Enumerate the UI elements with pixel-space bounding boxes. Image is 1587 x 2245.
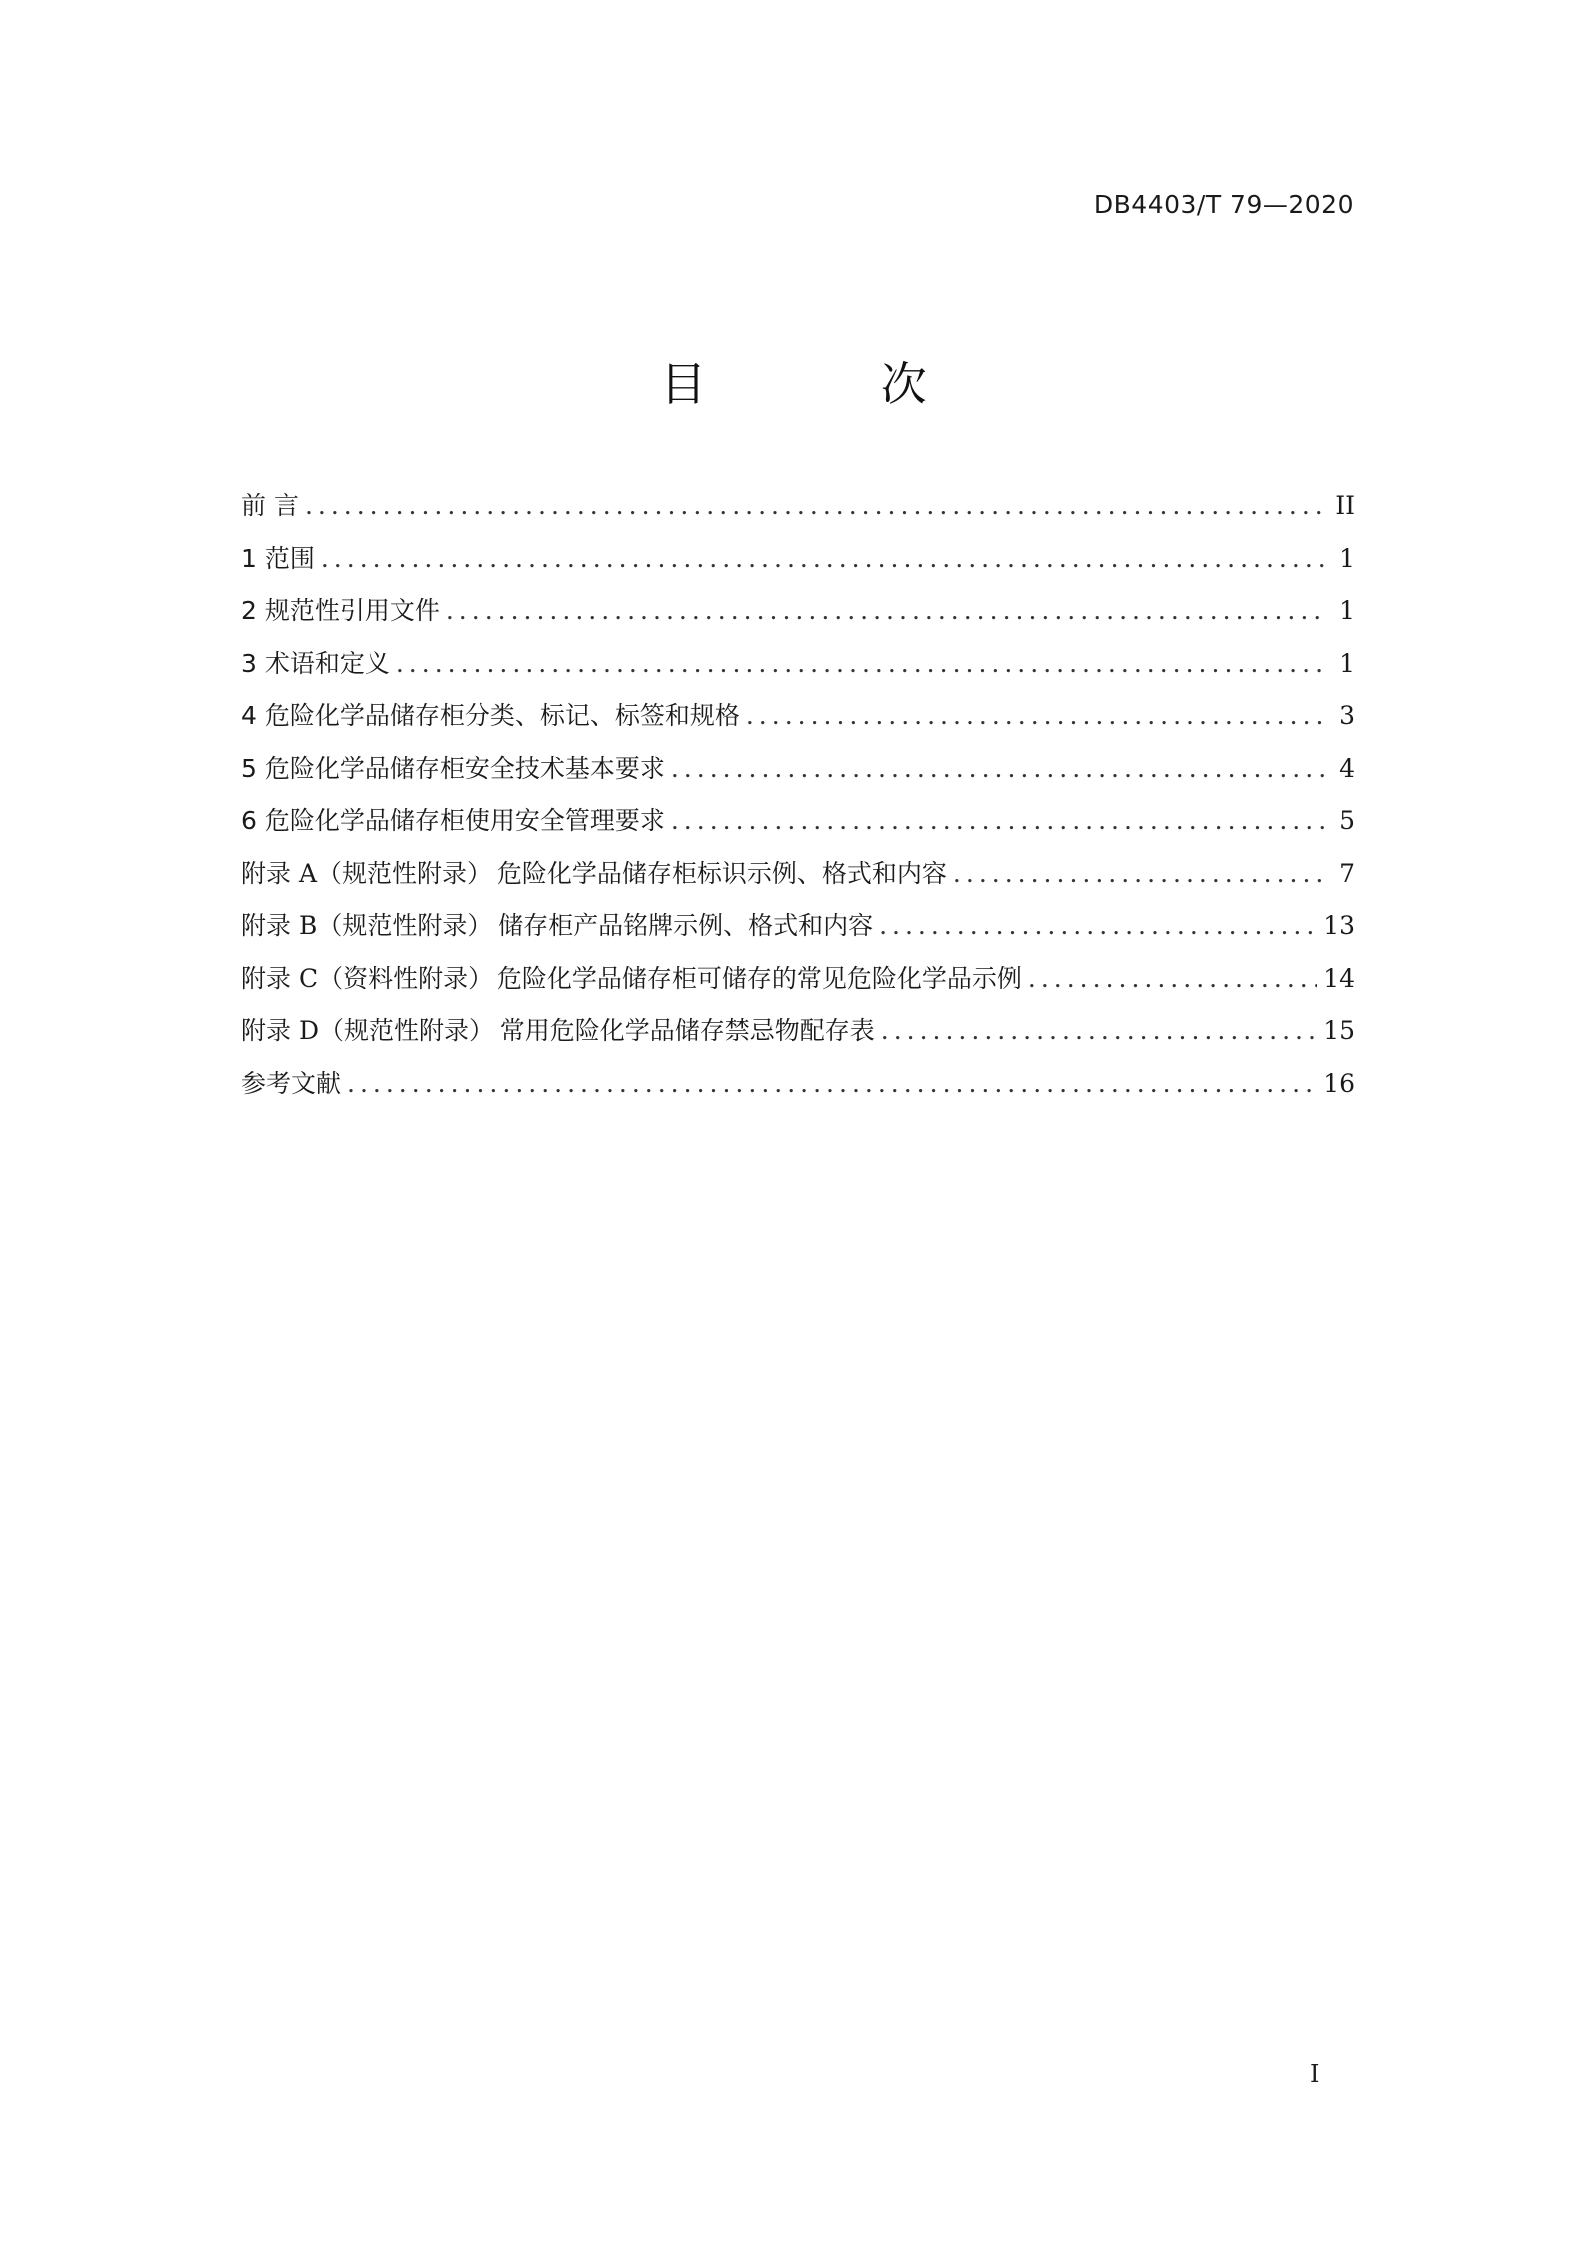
toc-entry-label: 3 术语和定义	[241, 648, 390, 678]
toc-entry-label: 附录 A（规范性附录）	[241, 858, 493, 888]
toc-entry-label: 附录 C（资料性附录）	[241, 963, 494, 993]
toc-entry-label: 1 范围	[241, 543, 315, 573]
toc-dot-leader	[746, 690, 1325, 743]
toc-entry-label: 6 危险化学品储存柜使用安全管理要求	[241, 806, 665, 835]
toc-entry-title: 储存柜产品铭牌示例、格式和内容	[498, 911, 874, 940]
toc-page-number: 1	[1339, 596, 1355, 625]
document-code: DB4403/T 79—2020	[1093, 190, 1354, 219]
toc-page-number: 14	[1323, 963, 1355, 993]
toc-page-number: 4	[1339, 753, 1355, 783]
toc-page-number: 13	[1323, 911, 1355, 940]
toc-dot-leader	[446, 585, 1325, 638]
toc-page-number: 3	[1339, 701, 1355, 730]
toc-dot-leader	[879, 900, 1317, 953]
toc-page-number: 15	[1323, 1016, 1355, 1045]
toc-entry-label: 参考文献	[241, 1068, 342, 1098]
toc-entry-appendix-b[interactable]	[241, 900, 1355, 953]
toc-entry-appendix-d[interactable]	[241, 1005, 1355, 1058]
toc-entry-foreword[interactable]	[241, 480, 1355, 533]
toc-page-number: 1	[1339, 543, 1355, 573]
toc-page-number: II	[1335, 491, 1355, 520]
toc-dot-leader	[347, 1058, 1317, 1111]
toc-dot-leader	[881, 1005, 1317, 1058]
toc-page-number: 1	[1339, 648, 1355, 678]
toc-page-number: 7	[1339, 858, 1355, 888]
toc-entry-appendix-c[interactable]	[241, 953, 1355, 1006]
table-of-contents	[241, 480, 1355, 1110]
toc-entry-references[interactable]	[241, 1058, 1355, 1111]
toc-entry-label: 4 危险化学品储存柜分类、标记、标签和规格	[241, 701, 740, 730]
toc-entry-title: 常用危险化学品储存禁忌物配存表	[499, 1016, 875, 1045]
toc-dot-leader	[305, 480, 1325, 533]
toc-entry-scope[interactable]	[241, 533, 1355, 586]
toc-title: 目 次	[660, 357, 1007, 411]
toc-entry-title: 危险化学品储存柜可储存的常见危险化学品示例	[496, 963, 1022, 993]
toc-entry-label: 前 言	[241, 491, 299, 520]
toc-page-number: 16	[1323, 1068, 1355, 1098]
toc-entry-label: 2 规范性引用文件	[241, 596, 440, 625]
toc-entry-normative-references[interactable]	[241, 585, 1355, 638]
toc-entry-safety-requirements[interactable]	[241, 743, 1355, 796]
toc-entry-title: 危险化学品储存柜标识示例、格式和内容	[496, 858, 947, 888]
toc-dot-leader	[671, 743, 1325, 796]
toc-entry-management-requirements[interactable]	[241, 795, 1355, 848]
toc-dot-leader	[1028, 953, 1317, 1006]
toc-entry-label: 附录 D（规范性附录）	[241, 1016, 494, 1045]
toc-entry-terms-definitions[interactable]	[241, 638, 1355, 691]
toc-entry-appendix-a[interactable]	[241, 848, 1355, 901]
toc-entry-label: 5 危险化学品储存柜安全技术基本要求	[241, 753, 665, 783]
toc-entry-label: 附录 B（规范性附录）	[241, 911, 493, 940]
toc-dot-leader	[953, 848, 1325, 901]
toc-entry-classification[interactable]	[241, 690, 1355, 743]
toc-dot-leader	[671, 795, 1325, 848]
toc-dot-leader	[396, 638, 1325, 691]
toc-page-number: 5	[1339, 806, 1355, 835]
toc-dot-leader	[321, 533, 1325, 586]
page-number: I	[1310, 2060, 1320, 2088]
